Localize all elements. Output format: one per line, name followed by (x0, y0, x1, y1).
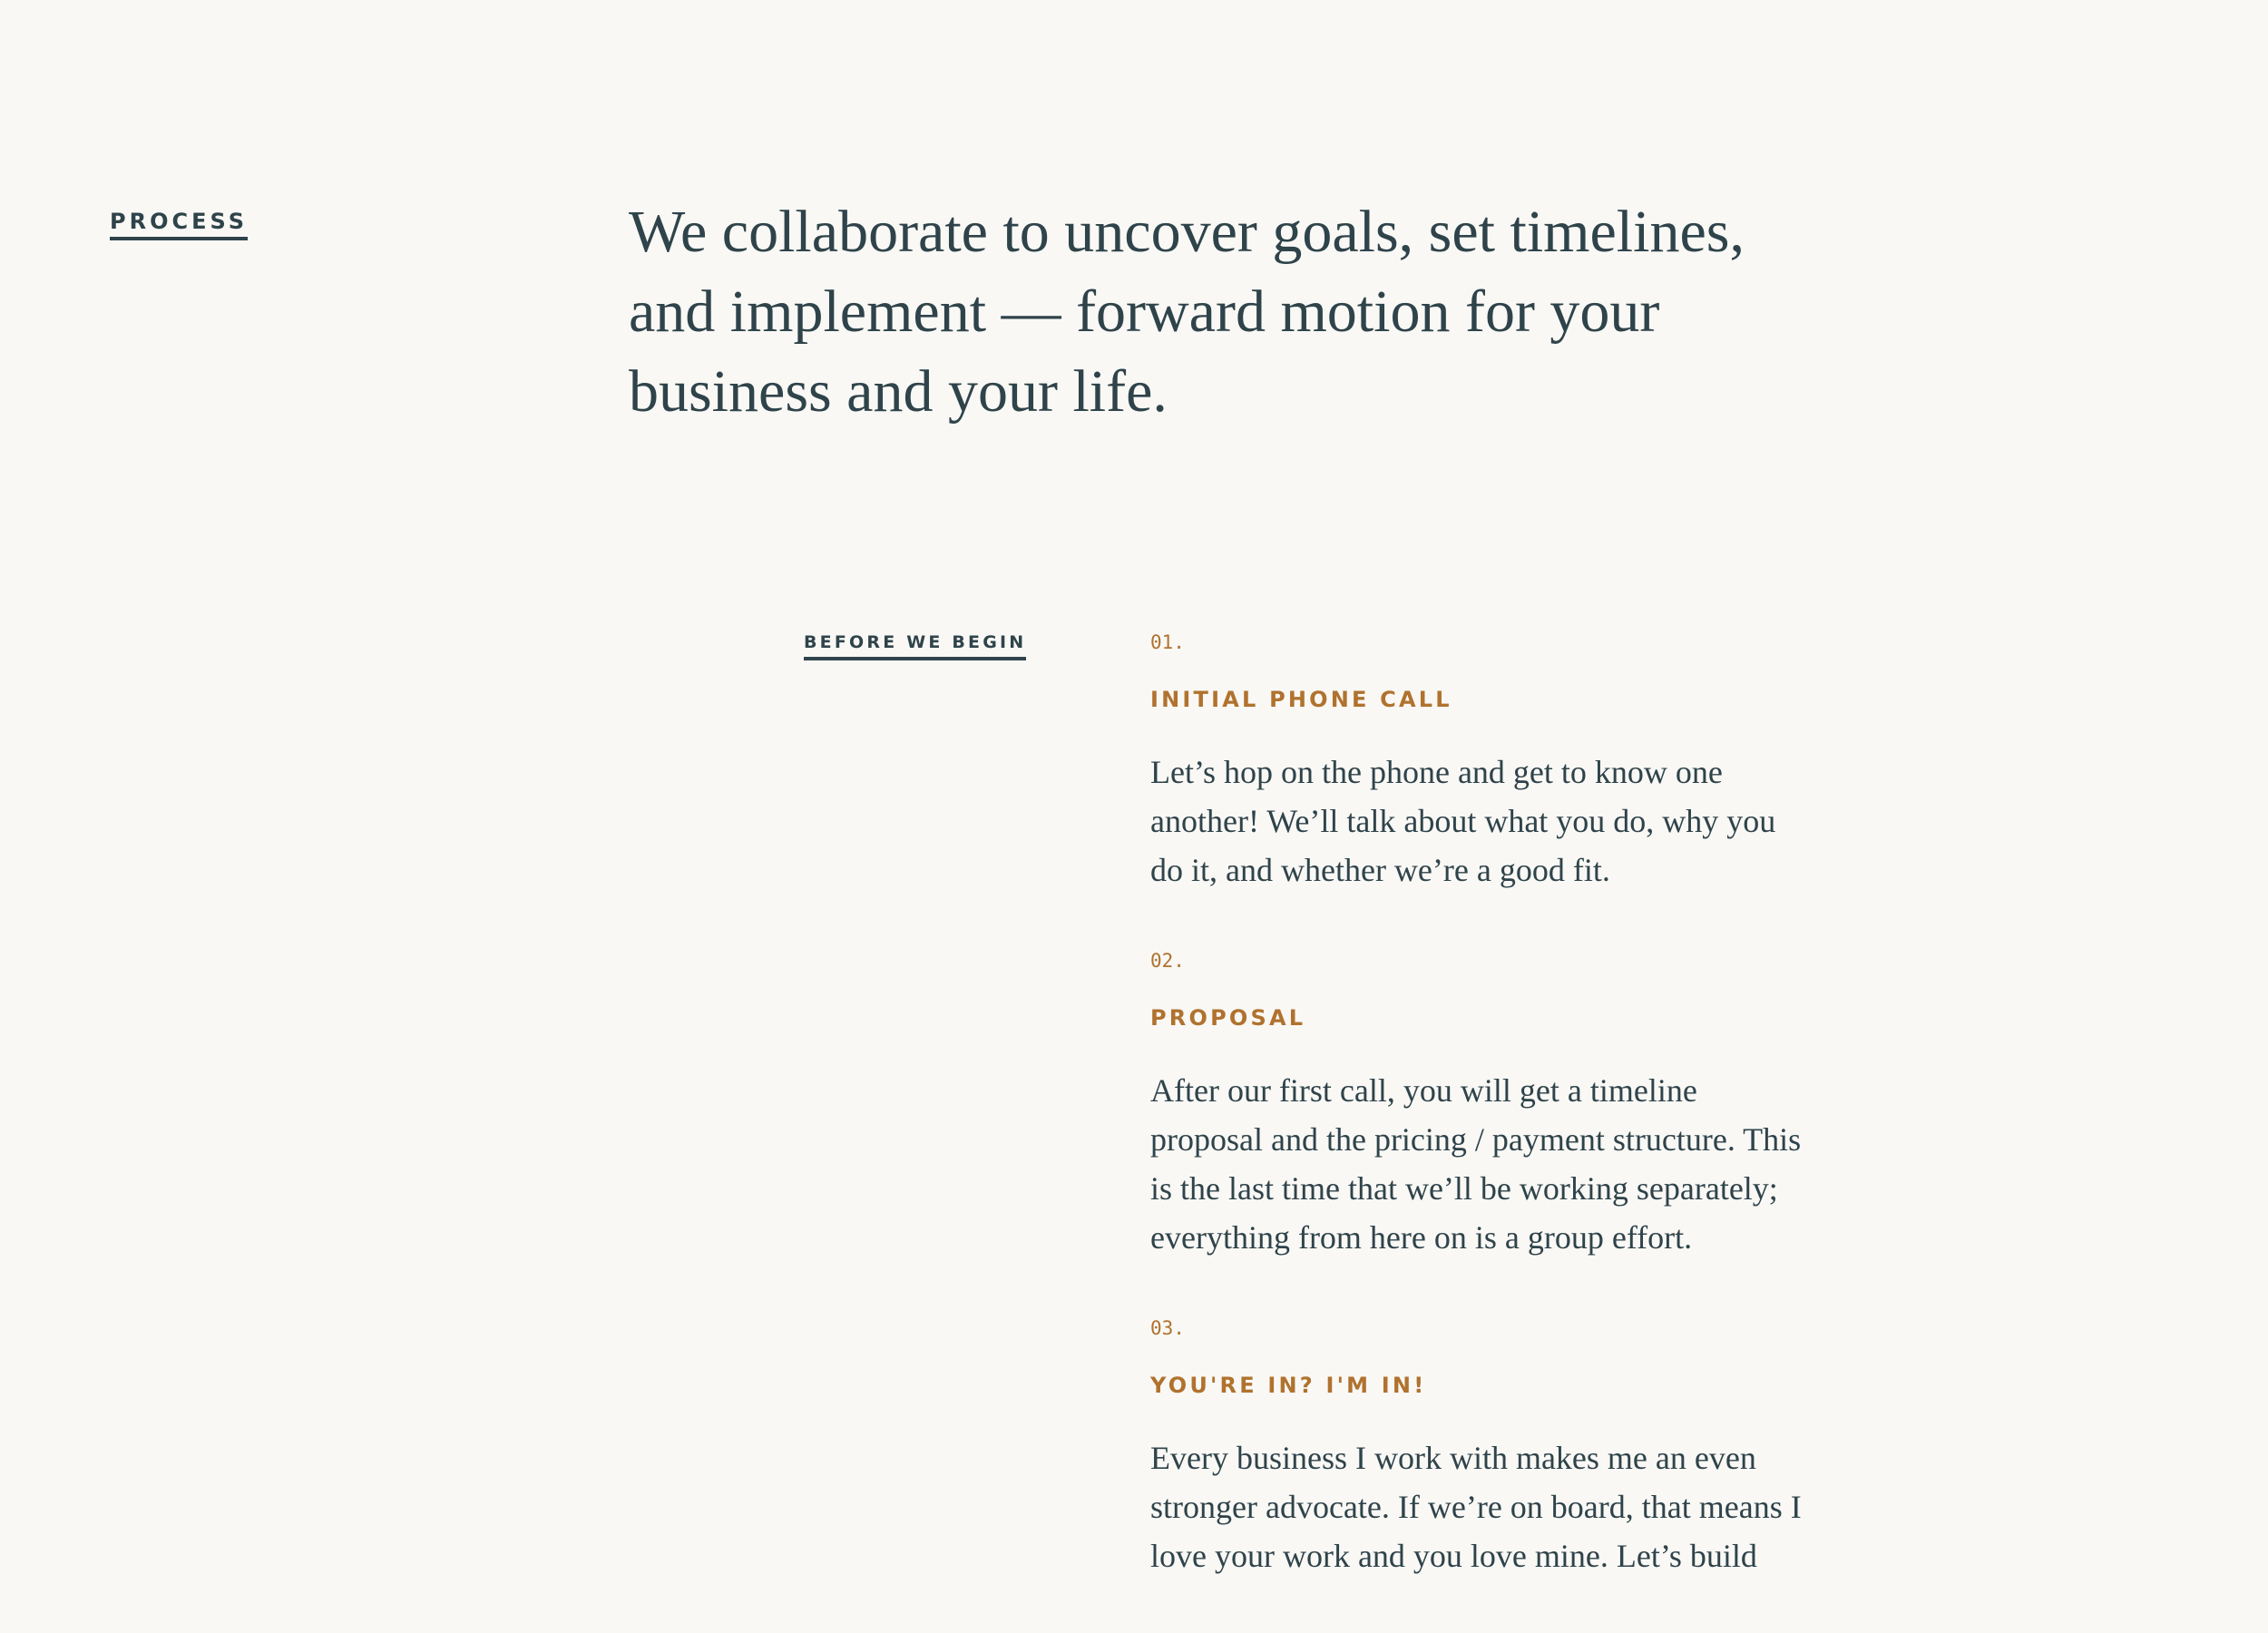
process-headline: We collaborate to uncover goals, set timelines, and implement — forward motion for your business and your life. (629, 199, 1745, 425)
step-item (1150, 1315, 1804, 1580)
step-number: 01. (1150, 631, 1185, 653)
step-title: PROPOSAL (1150, 1005, 1306, 1031)
step-number: 02. (1150, 950, 1185, 972)
steps-list (1150, 629, 1804, 1633)
step-number: 03. (1150, 1317, 1185, 1339)
step-description: Let’s hop on the phone and get to know one another! We’ll talk about what you do, why you do it, and whether we’re a good fit. (1150, 754, 1776, 888)
section-label-process[interactable]: PROCESS (110, 209, 248, 240)
step-description: After our first call, you will get a timeline proposal and the pricing / payment structure. This is the last time that we’ll be working separately; everything from here on is a group effort. (1150, 1072, 1802, 1256)
subsection-label-before-we-begin[interactable]: BEFORE WE BEGIN (804, 632, 1026, 660)
step-description: Every business I work with makes me an even stronger advocate. If we’re on board, that means I love your work and you love mine. Let’s build (1150, 1440, 1802, 1574)
step-title: YOU'RE IN? I'M IN! (1150, 1373, 1427, 1398)
step-item (1150, 947, 1804, 1262)
step-title: INITIAL PHONE CALL (1150, 687, 1452, 712)
step-item (1150, 629, 1804, 895)
